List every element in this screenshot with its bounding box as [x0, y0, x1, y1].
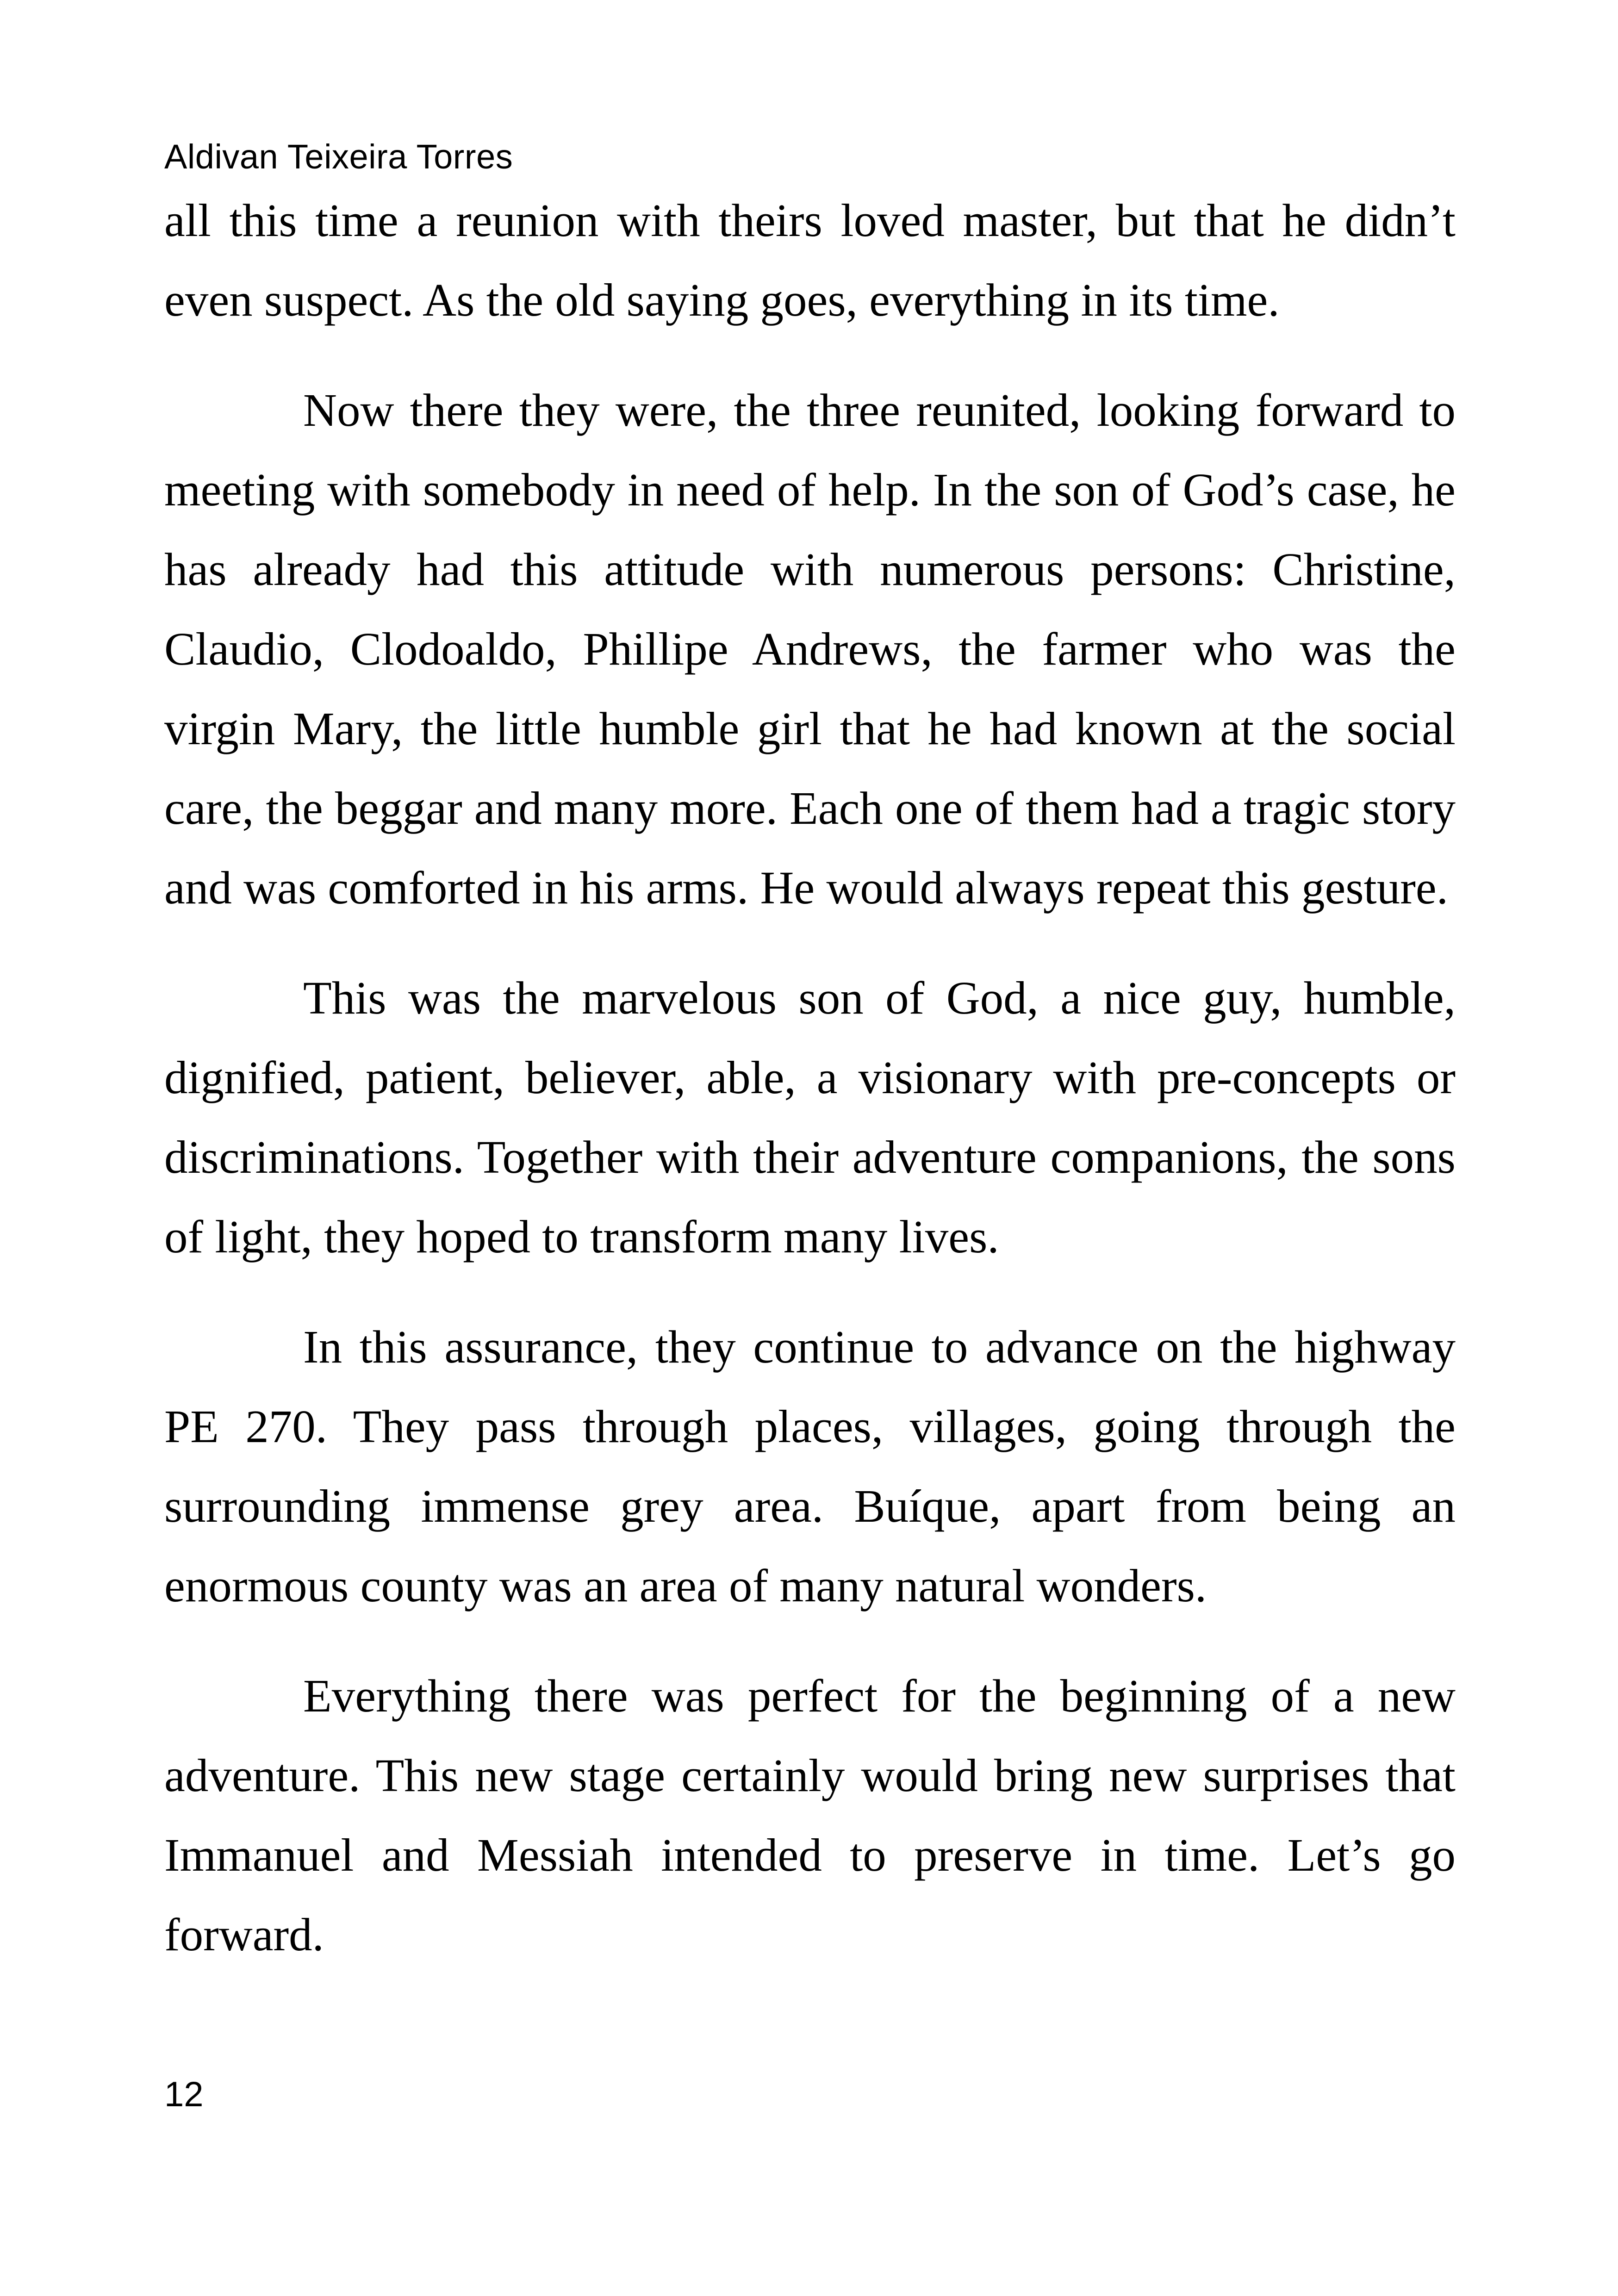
- paragraph-continuation: all this time a reunion with theirs loved master, but that he didn’t even suspect. As the old saying goes, everything in its time.: [164, 194, 1456, 326]
- paragraph: Now there they were, the three reunited, looking forward to meeting with somebody in need of help. In the son of God’s case, he has already had this attitude with numerous persons: Christine, Claudio, Clodoaldo, Phillipe Andrews, the farmer who was the virgin Mary, the little humble girl that he had known at the social care, the beggar and many more. Each one of them had a tragic story and was comforted in his arms. He would always repeat this gesture.: [164, 384, 1456, 914]
- paragraph: In this assurance, they continue to advance on the highway PE 270. They pass through places, villages, going through the surrounding immense grey area. Buíque, apart from being an enormous county was an area of many natural wonders.: [164, 1321, 1456, 1612]
- paragraph: Everything there was perfect for the beginning of a new adventure. This new stage certainly would bring new surprises that Immanuel and Messiah intended to preserve in time. Let’s go forward.: [164, 1670, 1456, 1960]
- paragraph: This was the marvelous son of God, a nice guy, humble, dignified, patient, believer, able, a visionary with pre-concepts or discriminations. Together with their adventure companions, the sons of light, they hoped to transform many lives.: [164, 972, 1456, 1263]
- page-number: 12: [164, 2075, 204, 2114]
- body-text: [164, 180, 1456, 2005]
- running-header-author: Aldivan Teixeira Torres: [164, 137, 513, 176]
